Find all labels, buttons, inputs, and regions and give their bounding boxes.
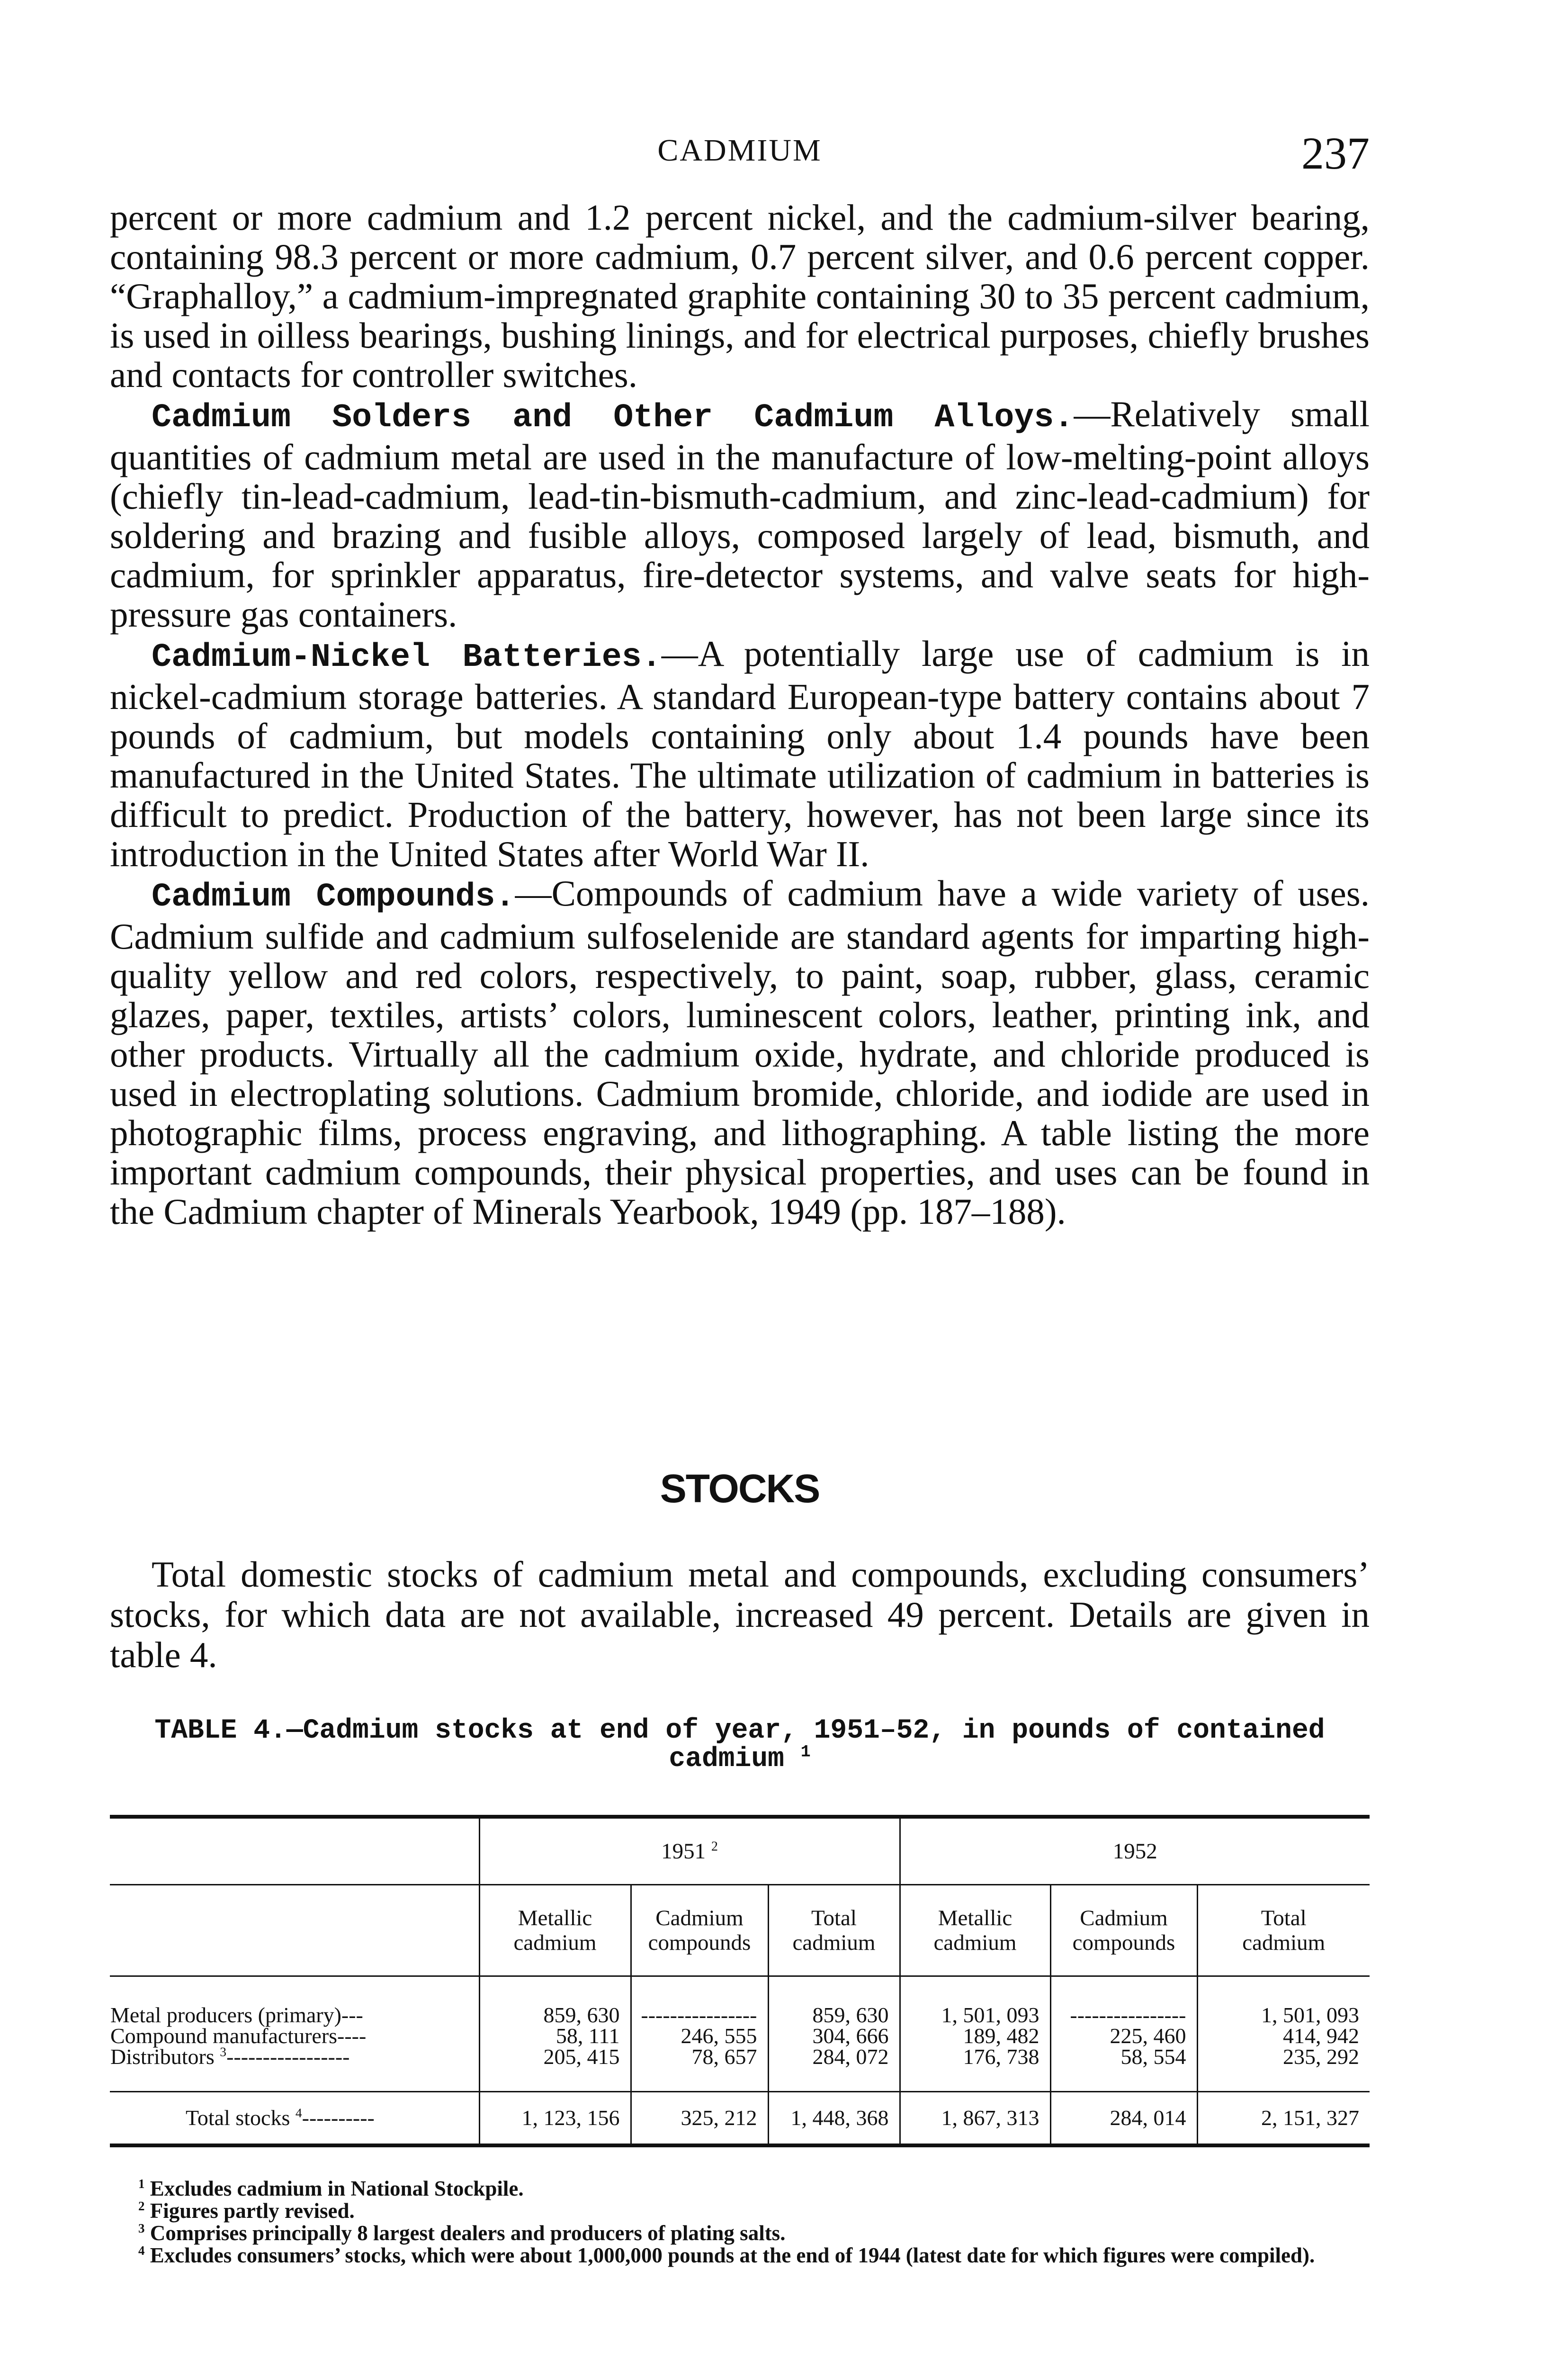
footnotes [110, 2178, 1370, 2267]
col-metallic-cadmium-1951: Metallic cadmium [479, 1885, 631, 1976]
footnote-ref: 2 [711, 1839, 718, 1854]
section-heading-stocks: STOCKS [660, 1466, 820, 1511]
cell: 235, 292 [1197, 2046, 1370, 2067]
cell: ---------------- [1050, 1976, 1197, 2026]
table-caption-word: cadmium [669, 1744, 784, 1775]
cell: ---------------- [631, 1976, 768, 2026]
col-cadmium-compounds-1952: Cadmium compounds [1050, 1885, 1197, 1976]
cell: 325, 212 [631, 2092, 768, 2146]
cell: 246, 555 [631, 2026, 768, 2046]
page-number: 237 [1301, 128, 1370, 179]
cell: 176, 738 [900, 2046, 1050, 2067]
footnote-ref: 3 [220, 2044, 227, 2059]
cell: 1, 501, 093 [900, 1976, 1050, 2026]
cell: 1, 867, 313 [900, 2092, 1050, 2146]
paragraph-compounds-text: —Compounds of cadmium have a wide variety of uses. Cadmium sulfide and cadmium sulfoselenide are standard agents for imparting high-quality yellow and red colors, respectively, to paint, soap, rubber, glass, ceramic glazes, paper, textiles, artists’ colors, luminescent colors, leather, printing ink, and other products. Virtually all the cadmium oxide, hydrate, and chloride produced is used in electroplating solutions. Cadmium bromide, chloride, and iodide are used in photographic films, process engraving, and lithographing. A table listing the more important cadmium compounds, their physical properties, and uses can be found in the Cadmium chapter of Minerals Yearbook, 1949 (pp. 187–188). [110, 873, 1370, 1232]
year-header-row [110, 1819, 1370, 1885]
paragraph-solders [110, 395, 1370, 634]
cell: 189, 482 [900, 2026, 1050, 2046]
year-header-1952: 1952 [900, 1819, 1370, 1885]
cell: 58, 554 [1050, 2046, 1197, 2067]
run-in-heading-solders: Cadmium Solders and Other Cadmium Alloys. [152, 399, 1074, 437]
footnote-ref: 1 [800, 1743, 811, 1762]
stocks-text [110, 1554, 1370, 1675]
cell: 414, 942 [1197, 2026, 1370, 2046]
table-caption-line-1: TABLE 4.—Cadmium stocks at end of year, 1951–52, in pounds of contained [154, 1715, 1325, 1746]
row-label: Compound manufacturers---- [110, 2024, 367, 2048]
footnote-ref: 4 [295, 2105, 302, 2120]
stub-header [110, 1819, 479, 1885]
stocks-paragraph: Total domestic stocks of cadmium metal and compounds, excluding consumers’ stocks, for which data are not available, increased 49 percent. Details are given in table 4. [110, 1554, 1370, 1675]
cell: 859, 630 [479, 1976, 631, 2026]
running-title: CADMIUM [657, 133, 822, 168]
paragraph-batteries [110, 634, 1370, 874]
run-in-heading-compounds: Cadmium Compounds. [152, 879, 515, 916]
cell: 1, 448, 368 [768, 2092, 900, 2146]
table-total-row [110, 2092, 1370, 2146]
col-total-cadmium-1952: Total cadmium [1197, 1885, 1370, 1976]
table-row [110, 2026, 1370, 2046]
paragraph-batteries-text: —A potentially large use of cadmium is in nickel-cadmium storage batteries. A standard European-type battery contains about 7 pounds of cadmium, but models containing only about 1.4 pounds have been manufactured in the United States. The ultimate utilization of cadmium in batteries is difficult to predict. Production of the battery, however, has not been large since its introduction in the United States after World War II. [110, 633, 1370, 874]
col-total-cadmium-1951: Total cadmium [768, 1885, 900, 1976]
column-header-row [110, 1885, 1370, 1976]
cell: 205, 415 [479, 2046, 631, 2067]
col-cadmium-compounds-1951: Cadmium compounds [631, 1885, 768, 1976]
row-label: Metal producers (primary)--- [110, 2003, 363, 2027]
footnote-4: $^4$ Excludes consumers’ stocks, which were about 1,000,000 pounds at the end of 1944 (latest date for which figures were compiled). [138, 2243, 1315, 2267]
stocks-table [110, 1815, 1370, 2147]
stub-header [110, 1885, 479, 1976]
table-caption-line-2 [110, 1745, 1370, 1774]
year-header-1951: 1951 $^2$ [479, 1819, 900, 1885]
running-head [110, 127, 1370, 179]
run-in-heading-batteries: Cadmium-Nickel Batteries. [152, 639, 662, 676]
col-metallic-cadmium-1952: Metallic cadmium [900, 1885, 1050, 1976]
cell: 284, 072 [768, 2046, 900, 2067]
cell: 304, 666 [768, 2026, 900, 2046]
cell: 1, 501, 093 [1197, 1976, 1370, 2026]
cell: 2, 151, 327 [1197, 2092, 1370, 2146]
table-row [110, 1976, 1370, 2026]
cell: 58, 111 [479, 2026, 631, 2046]
cell: 78, 657 [631, 2046, 768, 2067]
body-text [110, 198, 1370, 1231]
footnote-2: $^2$ Figures partly revised. [138, 2199, 355, 2223]
table-row [110, 2046, 1370, 2067]
table-caption [110, 1717, 1370, 1774]
paragraph-solders-text: —Relatively small quantities of cadmium metal are used in the manufacture of low-melting-point alloys (chiefly tin-lead-cadmium, lead-tin-bismuth-cadmium, and zinc-lead-cadmium) for soldering and brazing and fusible alloys, composed largely of lead, bismuth, and cadmium, for sprinkler apparatus, fire-detector systems, and valve seats for high-pressure gas containers. [110, 394, 1370, 635]
footnote-3: $^3$ Comprises principally 8 largest dealers and producers of plating salts. [138, 2221, 786, 2245]
cell: 859, 630 [768, 1976, 900, 2026]
paragraph-compounds [110, 874, 1370, 1231]
cell: 225, 460 [1050, 2026, 1197, 2046]
cell: 1, 123, 156 [479, 2092, 631, 2146]
page [110, 0, 1370, 2368]
cell: 284, 014 [1050, 2092, 1197, 2146]
footnote-1: $^1$ Excludes cadmium in National Stockpile. [138, 2177, 524, 2200]
row-label: Distributors $^3$----------------- [110, 2044, 350, 2069]
total-label: Total stocks $^4$---------- [110, 2092, 479, 2146]
paragraph-continued: percent or more cadmium and 1.2 percent nickel, and the cadmium-silver bearing, containing 98.3 percent or more cadmium, 0.7 percent silver, and 0.6 percent copper. “Graphalloy,” a cadmium-impregnated graphite containing 30 to 35 percent cadmium, is used in oilless bearings, bushing linings, and for electrical purposes, chiefly brushes and contacts for controller switches. [110, 197, 1370, 395]
